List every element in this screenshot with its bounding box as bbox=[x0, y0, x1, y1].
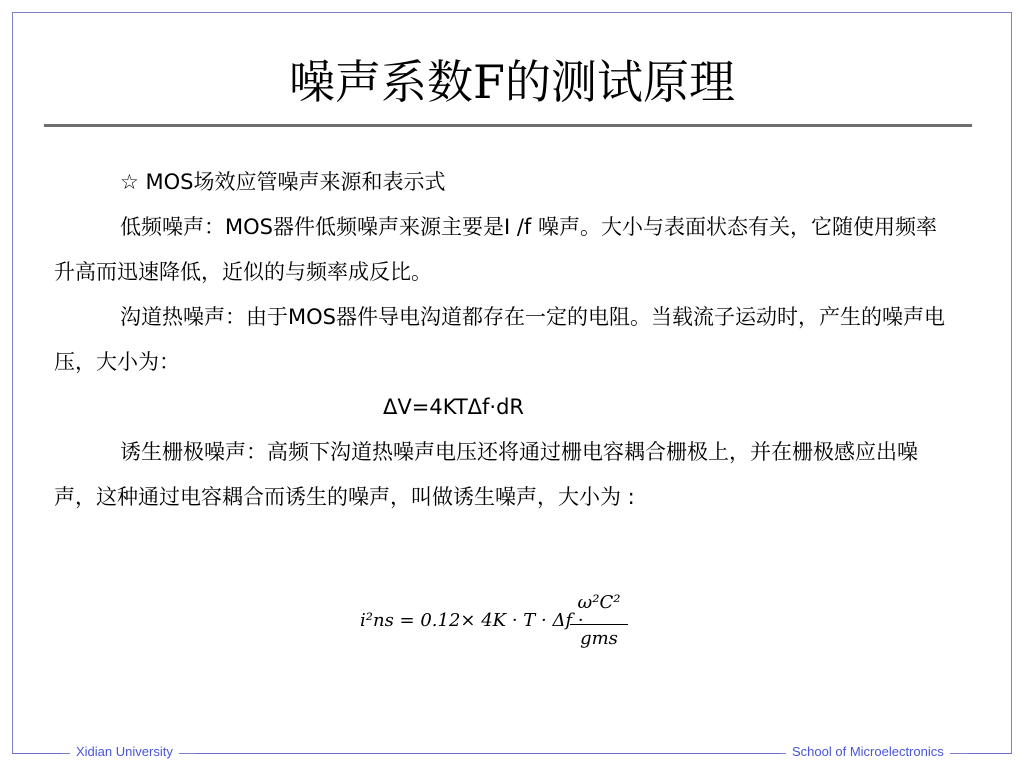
formula-lhs: i²ns = 0.12× 4K · T · Δf · bbox=[360, 610, 584, 631]
formula-denominator: gms bbox=[580, 628, 618, 649]
footer-line-middle bbox=[196, 753, 780, 754]
footer-line-right bbox=[968, 753, 1012, 754]
formula-numerator: ω²C² bbox=[577, 592, 621, 613]
footer-university: Xidian University bbox=[70, 744, 179, 759]
formula-thermal-noise-voltage: ΔV=4KTΔf·dR bbox=[383, 395, 525, 419]
slide-title: 噪声系数F的测试原理 bbox=[289, 55, 735, 109]
formula-induced-gate-noise bbox=[360, 590, 628, 658]
heading-noise-sources: ☆ MOS场效应管噪声来源和表示式 bbox=[120, 170, 446, 194]
footer-school: School of Microelectronics bbox=[786, 744, 950, 759]
footer-line-left bbox=[12, 753, 62, 754]
paragraph-low-frequency-noise: 低频噪声：MOS器件低频噪声来源主要是I /f 噪声。大小与表面状态有关，它随使用频率升高而迅速降低，近似的与频率成反比。 bbox=[54, 215, 937, 284]
title-divider bbox=[44, 124, 972, 127]
paragraph-induced-gate-noise: 诱生栅极噪声：高频下沟道热噪声电压还将通过栅电容耦合栅极上，并在栅极感应出噪声，这种通过电容耦合而诱生的噪声，叫做诱生噪声，大小为 : bbox=[54, 440, 918, 509]
paragraph-channel-thermal-noise: 沟道热噪声：由于MOS器件导电沟道都存在一定的电阻。当载流子运动时，产生的噪声电压，大小为： bbox=[54, 305, 945, 374]
slide-body bbox=[54, 160, 954, 520]
fraction-bar bbox=[570, 624, 628, 625]
